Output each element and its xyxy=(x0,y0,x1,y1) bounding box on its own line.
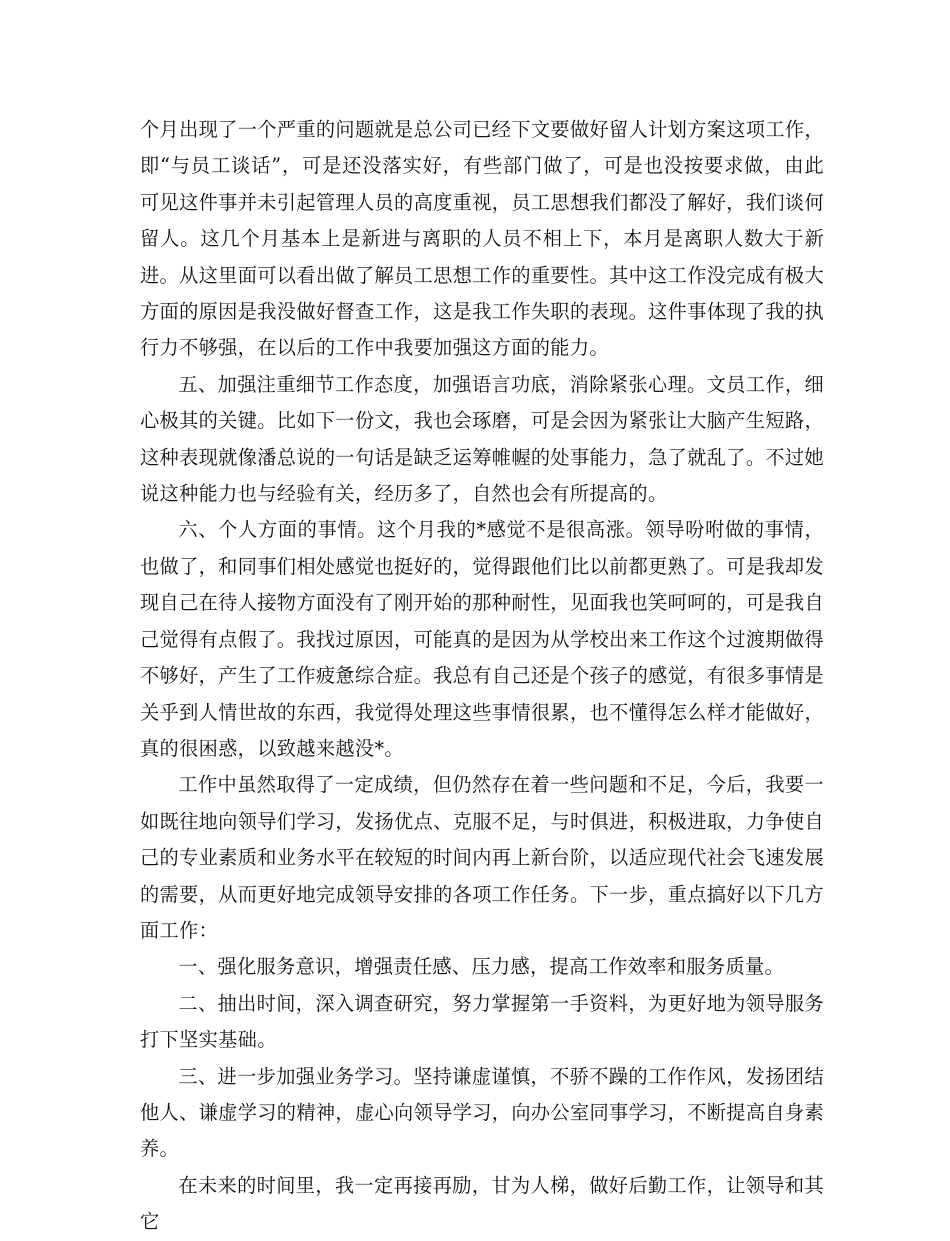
document-body xyxy=(140,112,824,1241)
paragraph-plan-one: 一、强化服务意识，增强责任感、压力感，提高工作效率和服务质量。 xyxy=(178,955,785,979)
paragraph-summary: 工作中虽然取得了一定成绩，但仍然存在着一些问题和不足，今后，我要一如既往地向领导们学习，发扬优点、克服不足，与时俱进，积极进取，力争使自己的专业素质和业务水平在较短的时间内再上新台阶，以适应现代社会飞速发展的需要，从而更好地完成领导安排的各项工作任务。下一步，重点搞好以下几方面工作： xyxy=(140,773,824,942)
paragraph-closing: 在未来的时间里，我一定再接再励，甘为人梯，做好后勤工作，让领导和其它 xyxy=(140,1173,824,1234)
paragraph-plan-three: 三、进一步加强业务学习。坚持谦虚谨慎，不骄不躁的工作作风，发扬团结他人、谦虚学习的精神，虚心向领导学习，向办公室同事学习，不断提高自身素养。 xyxy=(140,1064,824,1161)
paragraph-plan-two: 二、抽出时间，深入调查研究，努力掌握第一手资料，为更好地为领导服务打下坚实基础。 xyxy=(140,991,824,1052)
paragraph-point-five: 五、加强注重细节工作态度，加强语言功底，消除紧张心理。文员工作，细心极其的关键。比如下一份文，我也会琢磨，可是会因为紧张让大脑产生短路，这种表现就像潘总说的一句话是缺乏运筹帷幄的处事能力，急了就乱了。不过她说这种能力也与经验有关，经历多了，自然也会有所提高的。 xyxy=(140,372,824,506)
paragraph-point-six: 六、个人方面的事情。这个月我的*感觉不是很高涨。领导吩咐做的事情，也做了，和同事们相处感觉也挺好的，觉得跟他们比以前都更熟了。可是我却发现自己在待人接物方面没有了刚开始的那种耐性，见面我也笑呵呵的，可是我自己觉得有点假了。我找过原因，可能真的是因为从学校出来工作这个过渡期做得不够好，产生了工作疲惫综合症。我总有自己还是个孩子的感觉，有很多事情是关乎到人情世故的东西，我觉得处理这些事情很累，也不懂得怎么样才能做好，真的很困惑，以致越来越没*。 xyxy=(140,518,824,760)
paragraph-retention-issue: 个月出现了一个严重的问题就是总公司已经下文要做好留人计划方案这项工作，即“与员工谈话”，可是还没落实好，有些部门做了，可是也没按要求做，由此可见这件事并未引起管理人员的高度重视，员工思想我们都没了解好，我们谈何留人。这几个月基本上是新进与离职的人员不相上下，本月是离职人数大于新进。从这里面可以看出做了解员工思想工作的重要性。其中这工作没完成有极大方面的原因是我没做好督查工作，这是我工作失职的表现。这件事体现了我的执行力不够强，在以后的工作中我要加强这方面的能力。 xyxy=(140,118,824,360)
